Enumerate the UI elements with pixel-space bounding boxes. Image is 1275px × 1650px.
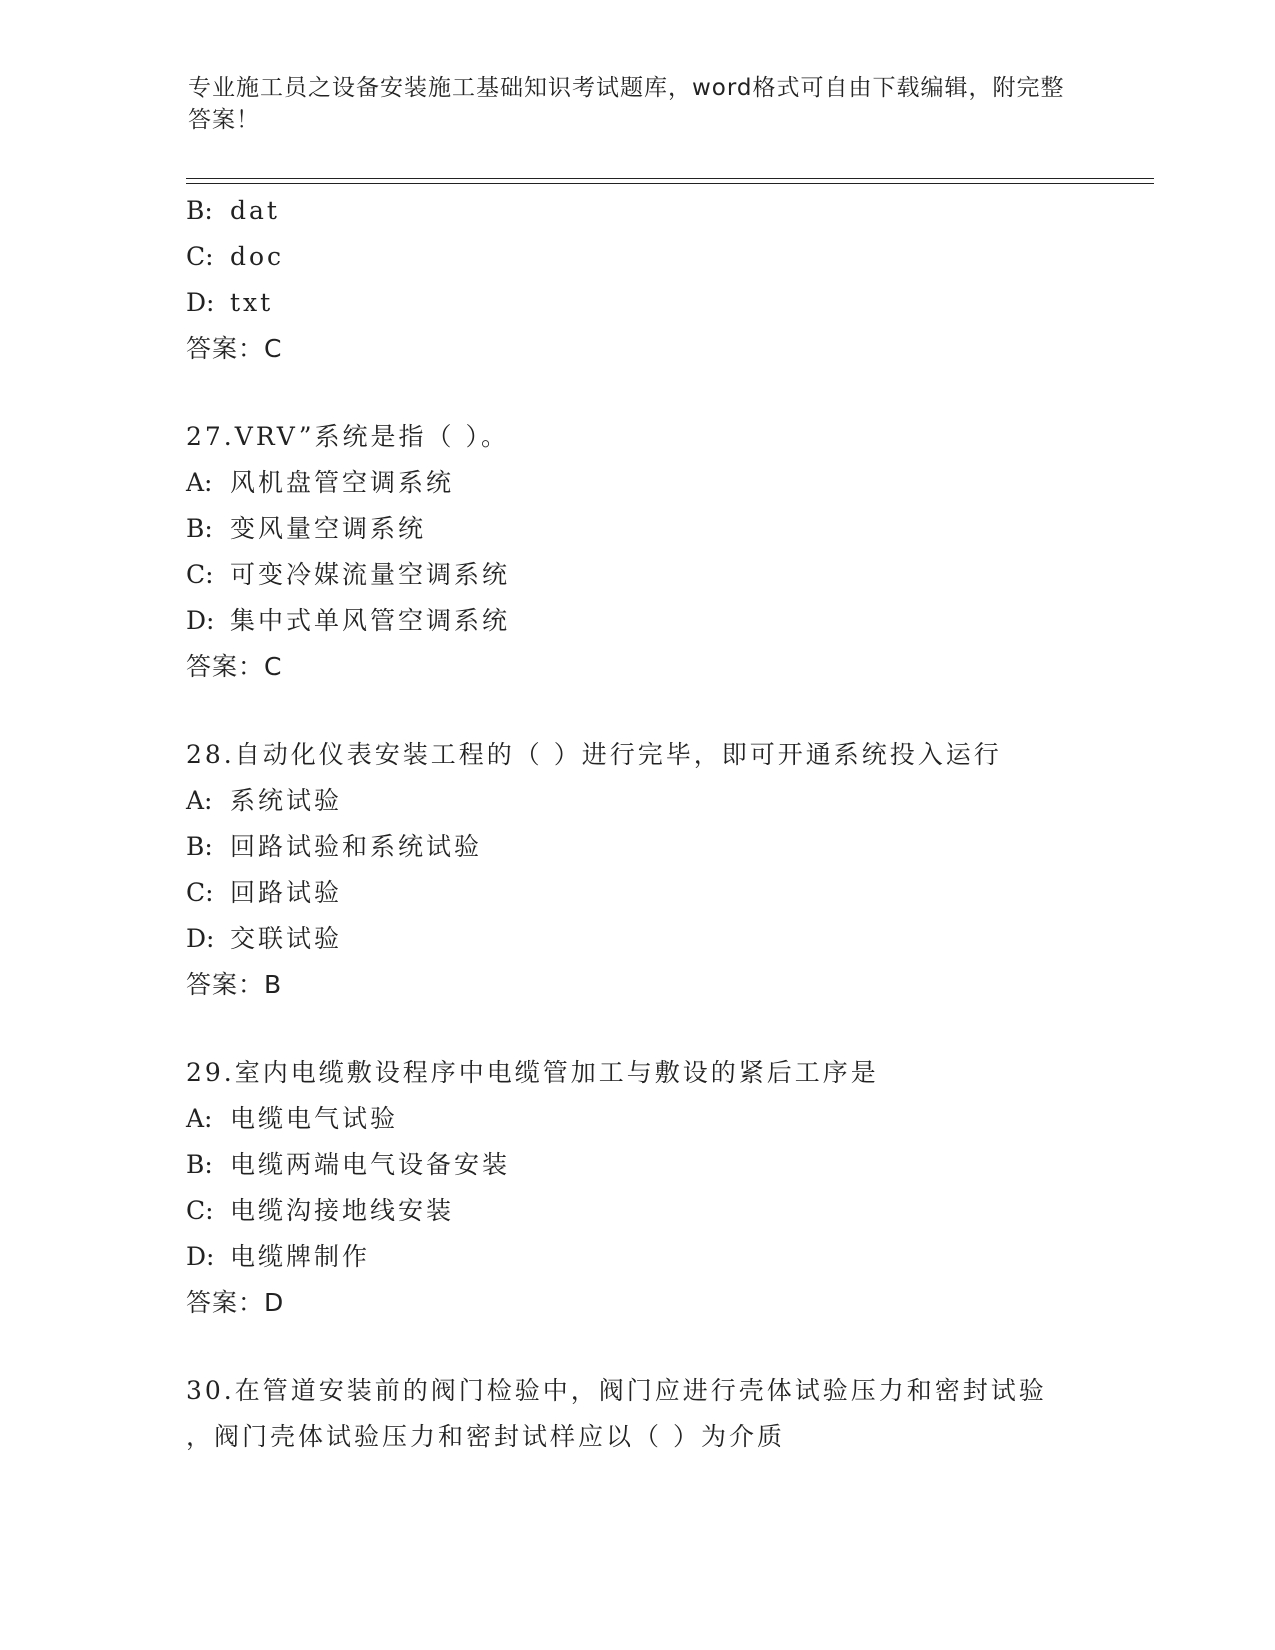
option-d: D: 电缆牌制作 [186, 1242, 371, 1271]
option-d: D: 交联试验 [186, 924, 343, 953]
option-b: B: 电缆两端电气设备安装 [186, 1150, 511, 1179]
option-d: D: txt [186, 288, 274, 317]
answer-line: 答案：C [186, 334, 283, 363]
question-stem-line-1: 30.在管道安装前的阀门检验中，阀门应进行壳体试验压力和密封试验 [186, 1376, 1047, 1405]
option-a: A: 风机盘管空调系统 [186, 468, 455, 497]
question-26-fragment [186, 188, 1146, 372]
option-c: C: doc [186, 242, 285, 271]
question-stem: 29.室内电缆敷设程序中电缆管加工与敷设的紧后工序是 [186, 1058, 879, 1087]
option-d: D: 集中式单风管空调系统 [186, 606, 511, 635]
option-b: B: 回路试验和系统试验 [186, 832, 483, 861]
question-stem-line-2: ，阀门壳体试验压力和密封试样应以（ ）为介质 [186, 1422, 785, 1451]
document-header [188, 72, 1088, 136]
question-28 [186, 732, 1146, 1008]
question-30 [186, 1368, 1146, 1460]
header-divider-bottom [186, 183, 1154, 184]
option-c: C: 回路试验 [186, 878, 343, 907]
option-b: B: 变风量空调系统 [186, 514, 427, 543]
option-a: A: 系统试验 [186, 786, 343, 815]
option-c: C: 可变冷媒流量空调系统 [186, 560, 511, 589]
answer-line: 答案：D [186, 1288, 285, 1317]
question-stem: 27.VRV”系统是指（ ）。 [186, 422, 509, 451]
option-c: C: 电缆沟接地线安装 [186, 1196, 455, 1225]
option-a: A: 电缆电气试验 [186, 1104, 399, 1133]
header-title: 专业施工员之设备安装施工基础知识考试题库，word格式可自由下载编辑，附完整答案！ [188, 75, 1065, 133]
header-divider-top [186, 178, 1154, 179]
option-b: B: dat [186, 196, 280, 225]
question-29 [186, 1050, 1146, 1326]
answer-line: 答案：C [186, 652, 283, 681]
question-list [186, 188, 1146, 1460]
answer-line: 答案：B [186, 970, 283, 999]
question-27 [186, 414, 1146, 690]
question-stem: 28.自动化仪表安装工程的（ ）进行完毕，即可开通系统投入运行 [186, 740, 1002, 769]
